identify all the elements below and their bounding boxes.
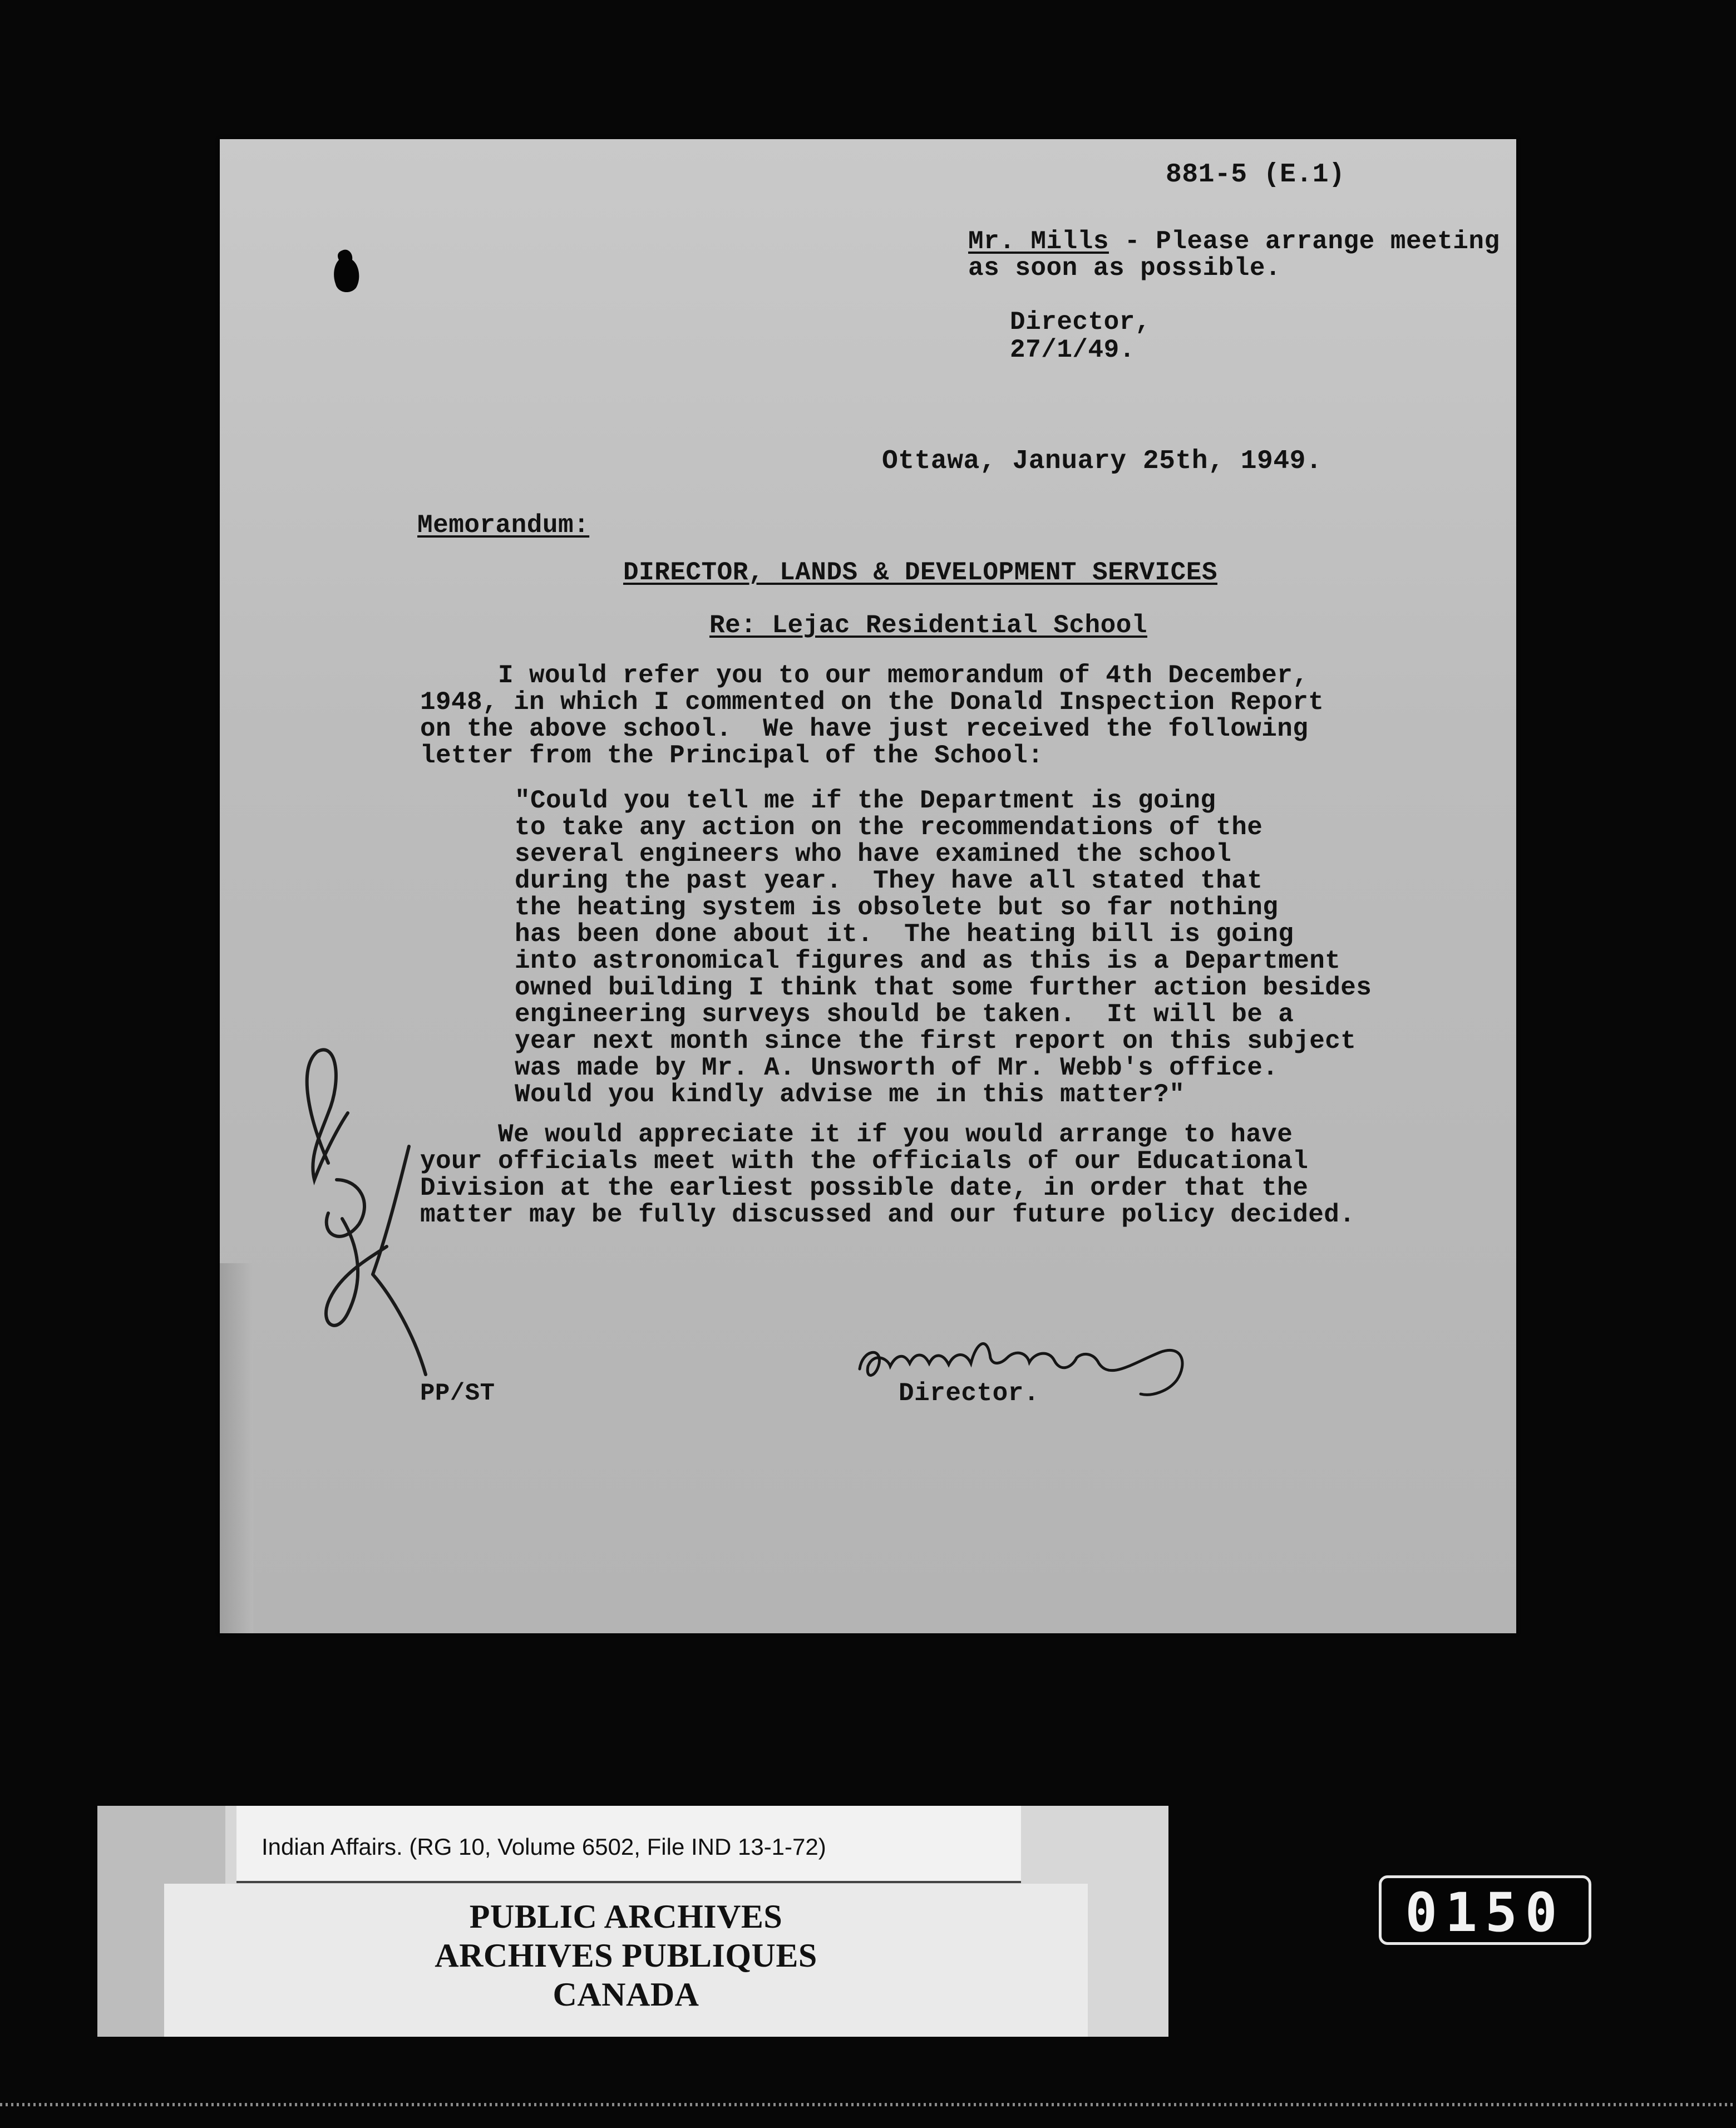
annotation-date: 27/1/49. (1010, 336, 1135, 364)
annotation-line-2: as soon as possible. (968, 254, 1281, 283)
text-line: We would appreciate it if you would arrange to have (420, 1120, 1293, 1149)
frame-number: 0150 (1405, 1881, 1565, 1944)
archive-label-card (97, 1806, 1168, 2037)
archive-name-french: ARCHIVES PUBLIQUES (435, 1937, 817, 1974)
memorandum-page (220, 139, 1516, 1633)
annotation-instruction: - Please arrange meeting (1108, 227, 1500, 256)
text-line: Would you kindly advise me in this matter?" (515, 1080, 1185, 1109)
text-line: during the past year. They have all stated that (515, 866, 1263, 895)
handwritten-initials-mark (275, 1035, 431, 1380)
ink-blot-mark (331, 248, 362, 295)
text-line: Division at the earliest possible date, in order that the (420, 1174, 1309, 1203)
film-edge-dots (0, 2098, 1736, 2115)
paragraph-2 (420, 1121, 1355, 1228)
signature-title: Director. (899, 1379, 1039, 1408)
archive-name-english: PUBLIC ARCHIVES (469, 1898, 783, 1935)
text-line: engineering surveys should be taken. It will be a (515, 1000, 1294, 1029)
frame-counter-box (1379, 1875, 1591, 1945)
source-citation: Indian Affairs. (RG 10, Volume 6502, File IND 13-1-72) (262, 1834, 826, 1860)
text-line: was made by Mr. A. Unsworth of Mr. Webb's office. (515, 1053, 1279, 1082)
archive-name-box (164, 1884, 1088, 2037)
text-line: several engineers who have examined the school (515, 840, 1232, 869)
addressee-heading: DIRECTOR, LANDS & DEVELOPMENT SERVICES (623, 558, 1217, 587)
text-line: letter from the Principal of the School: (420, 741, 1044, 770)
text-line: "Could you tell me if the Department is going (515, 786, 1216, 815)
annotation-signoff: Director, (1010, 308, 1151, 337)
annotation-name: Mr. Mills (968, 227, 1109, 256)
paragraph-1 (420, 662, 1324, 769)
text-line: 1948, in which I commented on the Donald Inspection Report (420, 688, 1324, 717)
text-line: on the above school. We have just received the following (420, 715, 1309, 743)
archive-country: CANADA (553, 1976, 699, 2013)
text-line: has been done about it. The heating bill is going (515, 920, 1294, 949)
text-line: the heating system is obsolete but so far nothing (515, 893, 1279, 922)
text-line: year next month since the first report on this subject (515, 1027, 1357, 1056)
file-reference: 881-5 (E.1) (1166, 160, 1345, 190)
text-line: to take any action on the recommendations of the (515, 813, 1263, 842)
text-line: into astronomical figures and as this is a Department (515, 947, 1341, 976)
text-line: I would refer you to our memorandum of 4th December, (420, 661, 1309, 690)
subject-heading: Re: Lejac Residential School (709, 611, 1147, 640)
text-line: matter may be fully discussed and our future policy decided. (420, 1200, 1355, 1229)
reference-initials: PP/ST (420, 1380, 495, 1407)
paper-fold-strip (220, 1263, 253, 1633)
place-and-date: Ottawa, January 25th, 1949. (882, 446, 1323, 476)
annotation-line-1 (968, 228, 1500, 255)
quoted-letter (515, 787, 1372, 1108)
text-line: your officials meet with the officials of our Educational (420, 1147, 1309, 1176)
text-line: owned building I think that some further action besides (515, 973, 1372, 1002)
memorandum-label: Memorandum: (417, 511, 590, 540)
